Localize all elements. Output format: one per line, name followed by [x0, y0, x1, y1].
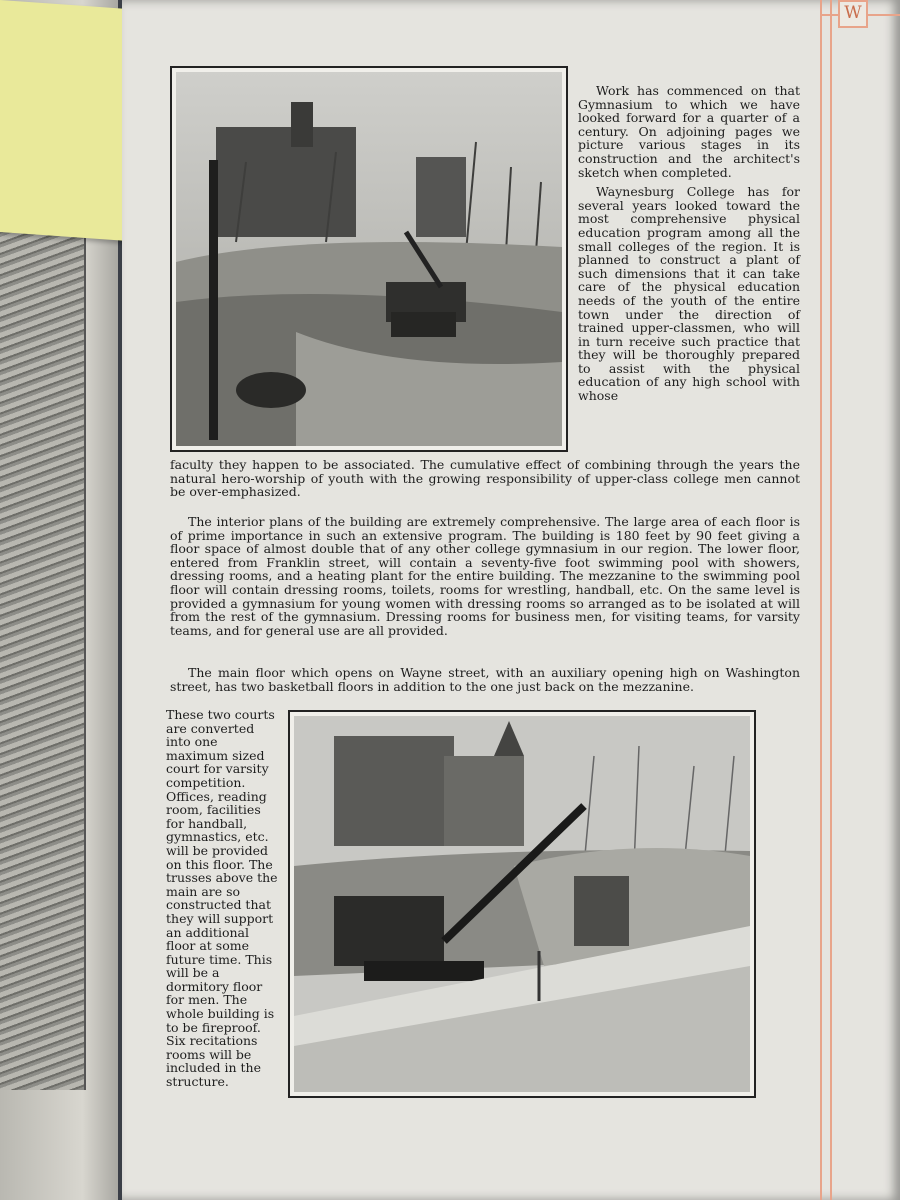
interior-plans-paragraph: The interior plans of the building are extremely comprehensive. The large area of each floor is of prime importance in such an extensive program. The building is 180 feet by 90 feet giving a floor space of almost double that of any other college gymnasium in our region. The lower floor, entered from Franklin street, will contain a seventy-five foot swimming pool with showers, dressing rooms, and a heating plant for the entire building. The mezzanine to the swimming pool floor will contain dressing rooms, toilets, rooms for wrestling, handball, etc. On the same level is provided a gymnasium for young women with dressing rooms so arranged as to be isolated at will from the rest of the gymnasium. Dressing rooms for business men, for visiting teams, for varsity teams, and for general use are all provided.	[170, 514, 800, 638]
intro-column	[578, 84, 800, 403]
college-initial-emblem: W	[838, 0, 868, 28]
continued-paragraph: faculty they happen to be associated. The cumulative effect of combining through the years the natural hero-worship of youth with the growing responsibility of upper-class college men cannot be over-emphasized.	[170, 457, 800, 500]
yellow-sticky-note	[0, 0, 128, 241]
steam-shovel-photo	[288, 710, 756, 1098]
book-page	[122, 0, 900, 1200]
intro-paragraph: Work has commenced on that Gymnasium to which we have looked forward for a quarter of a century. On adjoining pages we picture various stages in its construction and the architect's sketch when completed.	[578, 83, 800, 180]
main-floor-paragraph: The main floor which opens on Wayne street, with an auxiliary opening high on Washington street, has two basketball floors in addition to the one just back on the mezzanine.	[170, 665, 800, 694]
border-rule	[820, 0, 822, 1200]
courts-column: These two courts are converted into one maximum sized court for varsity competition. Offices, reading room, facilities for handball, gymnastics, etc. will be provided on this floor. The trusses above the main are so constructed that they will support an additional floor at some future time. This will be a dormitory floor for men. The whole building is to be fireproof. Six recitations rooms will be included in the structure.	[166, 707, 278, 1090]
excavation-photo-top	[170, 66, 568, 452]
physical-education-paragraph: Waynesburg College has for several years looked toward the most comprehensive physical education program among all the small colleges of the region. It is planned to construct a plant of such dimensions that it can take care of the physical education needs of the youth of the entire town under the direction of trained upper-classmen, who will in turn receive such practice that they will be thoroughly prepared to assist with the physical education of any high school with whose	[578, 184, 800, 404]
left-page-photo	[0, 170, 86, 1090]
border-rule	[830, 0, 832, 1200]
